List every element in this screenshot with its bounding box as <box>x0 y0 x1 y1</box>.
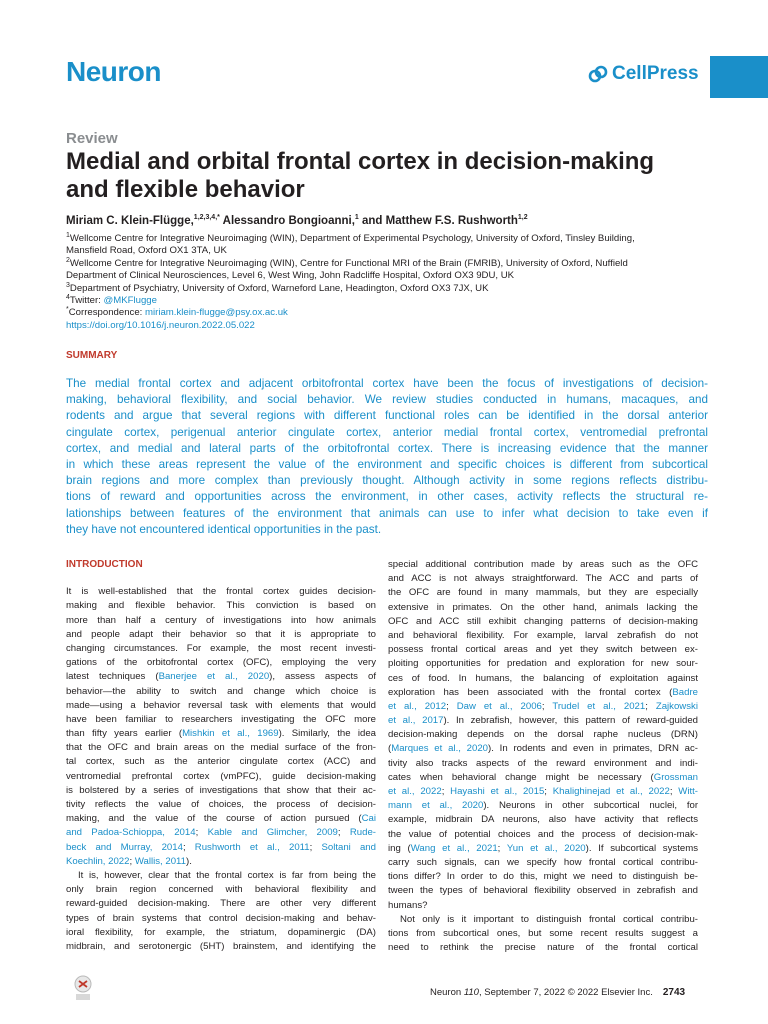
correspondence-line <box>66 307 716 319</box>
text-run: ). In rodents and even in primates, DRN ac- <box>488 743 699 755</box>
text-line <box>388 842 698 856</box>
text-run: ces of food. In humans, the balancing of exploitation against <box>388 672 698 684</box>
text-run: than fifty years earlier ( <box>66 728 183 740</box>
text-line <box>66 741 376 755</box>
text-line <box>388 913 698 927</box>
text-run: latest techniques ( <box>66 671 159 683</box>
doi-link[interactable]: https://doi.org/10.1016/j.neuron.2022.05.022 <box>66 319 255 331</box>
citation-link[interactable]: Rude- <box>349 827 377 839</box>
correspondence-label: Correspondence: <box>68 307 145 319</box>
text-line <box>66 599 376 613</box>
text-run: ploiting opportunities for predation and exploration for new sour- <box>388 658 698 670</box>
page-number: 2743 <box>662 987 686 998</box>
text-run: tween the types of behavioral flexibility observed in zebrafish and <box>388 885 698 897</box>
summary-text <box>66 376 708 538</box>
page-footer <box>430 987 685 998</box>
text-line <box>388 700 698 714</box>
text-line <box>66 670 376 684</box>
text-run: and people adapt their behavior so that it is appropriate to <box>66 628 376 640</box>
summary-line: brain regions and more complex than previously thought. Although activity in some regions reflects distribu- <box>66 474 708 488</box>
text-run: tions differ? In order to do this, might we need to distinguish be- <box>388 871 698 883</box>
publisher-name: CellPress <box>612 63 699 84</box>
text-run: made—using a behavior reversal task with elements that would <box>66 699 376 711</box>
text-run: ventromedial prefrontal cortex (vmPFC), guide decision-making <box>66 770 376 782</box>
text-run: need to rethink the precise nature of the frontal cortical <box>388 942 698 954</box>
affil-sup: * <box>66 306 69 314</box>
text-line <box>388 572 698 586</box>
affiliation-line <box>66 233 716 245</box>
text-line <box>388 629 698 643</box>
text-line <box>66 812 376 826</box>
text-run: and ACC is not always straightforward. The ACC and parts of <box>388 573 698 585</box>
citation-link[interactable]: Kable and Glimcher, 2009 <box>207 827 338 839</box>
text-line <box>388 927 698 941</box>
affil-text: Department of Psychiatry, University of Oxford, Warneford Lane, Headington, Oxford OX3 7JX, UK <box>69 282 489 294</box>
text-line <box>388 601 698 615</box>
text-line <box>388 558 698 572</box>
citation-link[interactable]: Rushworth et al., 2011 <box>194 841 310 853</box>
text-line <box>388 771 698 785</box>
text-line <box>66 699 376 713</box>
affil-text: Wellcome Centre for Integrative Neuroimaging (WIN), Centre for Functional MRI of the Brain (FMRIB), University of Oxford, Nuffield <box>69 257 628 269</box>
text-line <box>66 642 376 656</box>
author-sup: 1,2 <box>517 214 528 222</box>
text-run: ; <box>129 855 135 867</box>
text-line <box>388 813 698 827</box>
article-title: Medial and orbital frontal cortex in decision-making and flexible behavior <box>66 148 655 203</box>
corner-tab <box>710 56 768 98</box>
footer-date: , September 7, 2022 © 2022 Elsevier Inc. <box>478 987 653 998</box>
text-run: ( <box>388 743 392 755</box>
text-line <box>66 940 376 954</box>
text-line <box>388 870 698 884</box>
affil-sup: 2 <box>66 256 70 264</box>
citation-link[interactable]: et al., 2012 <box>388 700 447 712</box>
text-run: humans? <box>388 899 428 911</box>
text-run: It is, however, clear that the frontal cortex is far from being the <box>78 869 376 881</box>
text-line <box>388 672 698 686</box>
affil-sup: 3 <box>66 281 70 289</box>
text-run: the OFC are found in many mammals, but they are especially <box>388 587 698 599</box>
text-line <box>66 798 376 812</box>
citation-link[interactable]: Banerjee et al., 2020 <box>158 671 270 683</box>
text-run: ; <box>541 700 553 712</box>
right-column <box>388 558 698 955</box>
text-run: more than half a century of investigations into how animals <box>66 614 376 626</box>
text-run: midbrain, and serotonergic (5HT) brainstem, and identifying the <box>66 940 376 952</box>
text-run: ). Neurons in other subcortical nuclei, for <box>483 800 699 812</box>
citation-link[interactable]: et al., 2022 <box>388 786 442 797</box>
citation-link[interactable]: Grossman <box>653 771 698 783</box>
text-line <box>66 784 376 798</box>
footer-volume: 110 <box>463 987 479 998</box>
text-run: ; <box>309 841 322 853</box>
journal-name: Neuron <box>66 56 161 87</box>
twitter-label: Twitter: <box>69 295 104 307</box>
text-run: exploration has been associated with the frontal cortex ( <box>388 686 673 698</box>
author-sup: 1 <box>354 214 359 222</box>
text-line <box>388 799 698 813</box>
text-run: decision-making depends on the dorsal raphe nucleus (DRN) <box>388 729 698 741</box>
text-run: behavior—the ability to switch and change which choice is <box>66 685 376 697</box>
summary-line: lationships between features of the environment that animals can use to infer what decision to take even if <box>66 506 708 520</box>
text-line <box>388 785 698 799</box>
citation-link[interactable]: Yun et al., 2020 <box>506 842 586 854</box>
text-line <box>66 841 376 855</box>
text-line <box>66 869 376 883</box>
citation-link[interactable]: Badre <box>672 686 698 698</box>
text-run: cates when behavioral change might be necessary ( <box>388 771 654 783</box>
text-line <box>66 855 376 869</box>
text-line <box>388 586 698 600</box>
text-run: is bolstered by a series of investigations that show that their ac- <box>66 784 376 796</box>
affil-text: Wellcome Centre for Integrative Neuroimaging (WIN), Department of Experimental Psychology, University of Oxford, Tinsley Building, <box>69 233 635 244</box>
citation-link[interactable]: Marques et al., 2020 <box>391 743 489 755</box>
text-line <box>66 926 376 940</box>
text-line <box>388 714 698 728</box>
citation-link[interactable]: Koechlin, 2022 <box>66 855 130 867</box>
summary-line: rodents and argue that several regions with different functional roles can be identified in the dorsal anterior <box>66 409 708 423</box>
text-run: changing circumstances. For example, the most recent investi- <box>66 642 376 654</box>
left-column <box>66 558 376 954</box>
author-name: Alessandro Bongioanni, <box>219 215 355 227</box>
citation-link[interactable]: Mishkin et al., 1969 <box>182 728 279 740</box>
affil-sup: 4 <box>66 293 70 301</box>
text-run: possess frontal cortical areas and yet they switch between ex- <box>388 644 698 656</box>
text-run: tions from subcortical ones, but some recent results suggest a <box>388 927 698 939</box>
text-line <box>388 657 698 671</box>
text-run: ). Similarly, the idea <box>278 728 376 740</box>
citation-link[interactable]: Witt- <box>678 786 698 797</box>
summary-line: in which these areas represent the value of the environment and specific choices is different from subcortical <box>66 458 708 472</box>
affiliation-line <box>66 245 716 257</box>
text-line <box>66 614 376 628</box>
text-run: making and flexible behavior. This conviction is based on <box>66 600 376 612</box>
twitter-line <box>66 295 716 307</box>
text-line <box>66 727 376 741</box>
text-line <box>388 884 698 898</box>
text-line <box>388 757 698 771</box>
summary-line: making, behavioral flexibility, and social behavior. We review studies conducted in humans, macaques, and <box>66 393 708 407</box>
text-line <box>66 770 376 784</box>
affiliation-line <box>66 283 716 295</box>
email-link[interactable]: miriam.klein-flugge@psy.ox.ac.uk <box>145 307 288 319</box>
section-heading: INTRODUCTION <box>66 559 143 570</box>
citation-link[interactable]: mann et al., 2020 <box>388 800 484 812</box>
affiliation-line <box>66 258 716 270</box>
affil-text: Department of Clinical Neurosciences, Level 6, West Wing, John Radcliffe Hospital, Oxford OX3 9DU, UK <box>66 270 515 282</box>
citation-link[interactable]: Wallis, 2011 <box>134 855 187 867</box>
text-run: and behavioral flexibility. For example, larval zebrafish do not <box>388 629 698 641</box>
text-line <box>66 713 376 727</box>
text-line <box>388 615 698 629</box>
text-line <box>66 685 376 699</box>
text-line <box>66 585 376 599</box>
affil-sup: 1 <box>66 231 70 239</box>
text-run: Not only is it important to distinguish frontal cortical contribu- <box>400 913 698 925</box>
text-line <box>66 883 376 897</box>
affil-text: Mansfield Road, Oxford OX1 3TA, UK <box>66 245 227 257</box>
author-sup: 1,2,3,4,* <box>193 214 220 222</box>
citation-link[interactable]: Hayashi et al., 2015 <box>450 786 545 797</box>
text-run: tal cortex, such as the anterior cingulate cortex (ACC) and <box>66 756 376 768</box>
text-run: that the OFC and brain areas on the medial surface of the fron- <box>66 742 376 754</box>
text-run: ). If subcortical systems <box>585 842 698 854</box>
text-line <box>66 897 376 911</box>
text-run: example, midbrain DA neurons, also have activity that reflects <box>388 814 698 826</box>
text-run: ), assess aspects of <box>269 671 376 683</box>
citation-link[interactable]: Khalighinejad et al., 2022 <box>552 786 670 797</box>
text-run: the value of potential choices and the process of decision-mak- <box>388 828 698 840</box>
article-type: Review <box>66 130 118 147</box>
text-line <box>388 941 698 955</box>
cellpress-icon <box>588 64 608 84</box>
text-line <box>66 628 376 642</box>
text-run: ; <box>544 786 553 797</box>
text-line <box>388 856 698 870</box>
citation-link[interactable]: Daw et al., 2006 <box>456 700 542 712</box>
summary-heading: SUMMARY <box>66 350 118 361</box>
text-run: ing ( <box>388 842 411 854</box>
citation-link[interactable]: et al., 2017 <box>388 715 444 727</box>
text-run: ; <box>446 700 457 712</box>
text-run: carry such signals, can we specify how frontal cortical contribu- <box>388 856 698 868</box>
text-run: OFC and ACC still exhibit changing patterns of decision-making <box>388 615 698 627</box>
text-run: making, and the value of the course of action pursued ( <box>66 813 362 825</box>
doi-line <box>66 320 716 332</box>
author-name: and Matthew F.S. Rushworth <box>358 215 518 227</box>
text-run: ; <box>497 842 507 854</box>
text-run: reward-guided decision-making. There are other very different <box>66 898 376 910</box>
text-run: have been familiar to researchers investigating the OFC more <box>66 713 376 725</box>
text-run: tivity also tracks aspects of the reward environment and indi- <box>388 757 698 769</box>
text-run: ; <box>195 827 208 839</box>
text-run: It is well-established that the frontal cortex guides decision- <box>66 586 376 598</box>
citation-link[interactable]: Wang et al., 2021 <box>410 842 498 854</box>
text-run: ; <box>441 786 451 797</box>
author-list <box>66 215 528 227</box>
text-line <box>388 899 698 913</box>
text-run: ). In zebrafish, however, this pattern of reward-guided <box>443 715 698 727</box>
text-run: gations of the orbitofrontal cortex (OFC), employing the very <box>66 657 376 669</box>
text-line <box>66 755 376 769</box>
text-line <box>388 728 698 742</box>
summary-line: they have not encountered identical opportunities in the past. <box>66 522 382 536</box>
text-run: ioral flexibility, for example, the striatum, dopaminergic (DA) <box>66 926 376 938</box>
text-line <box>66 826 376 840</box>
crossmark-icon[interactable] <box>73 975 93 1003</box>
text-run: special additional contribution made by areas such as the OFC <box>388 559 698 570</box>
affiliation-line <box>66 270 716 282</box>
text-run: types of brain systems that control decision-making and behav- <box>66 912 376 924</box>
text-line <box>388 643 698 657</box>
text-run: ; <box>182 841 195 853</box>
author-name: Miriam C. Klein-Flügge, <box>66 215 194 227</box>
summary-line: cingulate cortex, perigenual anterior cingulate cortex, anterior medial frontal cortex, ventromedial prefrontal <box>66 425 708 439</box>
text-line <box>388 742 698 756</box>
footer-journal: Neuron <box>430 987 464 998</box>
text-run: ; <box>645 700 656 712</box>
publisher-logo[interactable] <box>588 63 699 85</box>
text-run: extensive in primates. On the other hand, animals lacking the <box>388 601 698 613</box>
summary-line: tions of reward and opportunities across the environment, in other cases, activity reflects the structural re- <box>66 490 708 504</box>
text-run: ; <box>669 786 679 797</box>
citation-link[interactable]: Trudel et al., 2021 <box>552 700 646 712</box>
citation-link[interactable]: Cai <box>361 813 376 825</box>
text-line <box>388 828 698 842</box>
citation-link[interactable]: and Padoa-Schioppa, 2014 <box>66 827 196 839</box>
text-run: ). <box>186 855 192 867</box>
affiliations <box>66 233 716 332</box>
twitter-link[interactable]: @MKFlugge <box>103 295 157 307</box>
text-line <box>388 686 698 700</box>
text-run: only brain region concerned with behavioral flexibility and <box>66 884 376 896</box>
citation-link[interactable]: Soltani and <box>321 841 376 853</box>
citation-link[interactable]: Zajkowski <box>655 700 698 712</box>
text-run: tivity reflects the value of choices, the process of decision- <box>66 799 376 810</box>
summary-line: The medial frontal cortex and adjacent orbitofrontal cortex have been the focus of investigations of decision- <box>66 377 708 390</box>
citation-link[interactable]: beck and Murray, 2014 <box>66 841 183 853</box>
text-line <box>66 656 376 670</box>
text-run: ; <box>337 827 350 839</box>
summary-line: cortex, and medial and lateral parts of the orbitofrontal cortex. There is increasing evidence that the manner <box>66 441 708 455</box>
text-line <box>66 912 376 926</box>
